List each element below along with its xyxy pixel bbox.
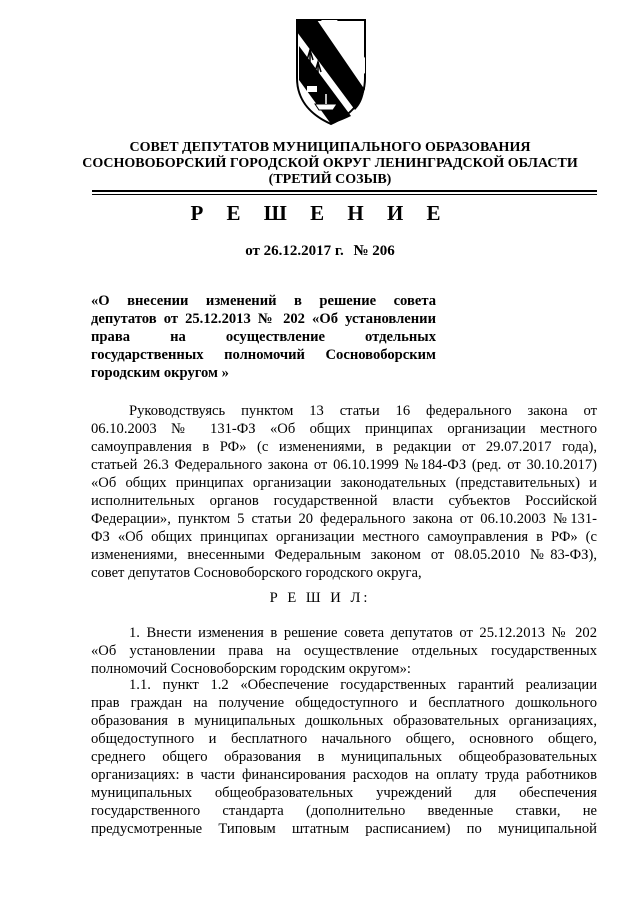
item-1-line: «Об установлении права на осуществление отдельных государственных — [91, 643, 597, 659]
item-1-1-line: общедоступного и бесплатного начального общего, основного общего, — [91, 731, 597, 747]
item-1-line: 1. Внести изменения в решение совета депутатов от 25.12.2013 № 202 — [129, 625, 597, 641]
item-1-1-line: организациях: в части финансирования расходов на оплату труда работников — [91, 767, 597, 783]
header-line-1: СОВЕТ ДЕПУТАТОВ МУНИЦИПАЛЬНОГО ОБРАЗОВАНИЯ — [129, 140, 531, 155]
preamble-line: «Об общих принципах организации законодательных (представительных) и — [91, 475, 597, 491]
preamble-line: совет депутатов Сосновоборского городского округа, — [91, 565, 422, 581]
preamble-line: Руководствуясь пунктом 13 статьи 16 федерального закона от — [129, 403, 597, 419]
decision-subject — [91, 292, 436, 382]
item-1-paragraph — [91, 624, 597, 678]
document-date-number — [0, 243, 640, 260]
preamble-line: ФЗ «Об общих принципах организации местного самоуправления в РФ» (с — [91, 529, 597, 545]
item-1-line: полномочий Сосновоборским городским округом»: — [91, 661, 411, 677]
header-line-2: СОСНОВОБОРСКИЙ ГОРОДСКОЙ ОКРУГ ЛЕНИНГРАДСКОЙ ОБЛАСТИ — [82, 156, 578, 171]
header-line-3: (ТРЕТИЙ СОЗЫВ) — [268, 172, 392, 187]
subject-line: городским округом » — [91, 365, 229, 381]
item-1-1-line: 1.1. пункт 1.2 «Обеспечение государственных гарантий реализации — [129, 677, 597, 693]
preamble-line: исполнительных органов государственной власти субъектов Российской — [91, 493, 597, 509]
item-1-1-line: государственного стандарта (дополнительно введенные ставки, не — [91, 803, 597, 819]
preamble-line: самоуправления в РФ» (с изменениями, в редакции от 29.07.2017 года), — [91, 439, 597, 455]
document-date: от 26.12.2017 г. — [245, 243, 344, 259]
item-1-1-line: образования в муниципальных дошкольных образовательных организациях, — [91, 713, 597, 729]
subject-line: государственных полномочий Сосновоборским — [91, 347, 436, 363]
resolved-label: Р Е Ш И Л: — [269, 590, 371, 606]
item-1-1-line: муниципальных общеобразовательных учреждений для обеспечения — [91, 785, 597, 801]
item-1-1-line: среднего общего образования в муниципальных общеобразовательных — [91, 749, 597, 765]
coat-of-arms-emblem — [291, 16, 371, 126]
document-number: № 206 — [353, 243, 395, 259]
header-divider-thick — [92, 190, 597, 192]
preamble-paragraph — [91, 402, 597, 582]
preamble-line: 06.10.2003 № 131-ФЗ «Об общих принципах организации местного — [91, 421, 597, 437]
item-1-1-line: прав граждан на получение общедоступного и бесплатного дошкольного — [91, 695, 597, 711]
item-1-1-paragraph — [91, 676, 597, 838]
preamble-line: изменениями, внесенными Федеральным законом от 08.05.2010 №83-ФЗ), — [91, 547, 597, 563]
subject-line: права на осуществление отдельных — [91, 329, 436, 345]
subject-line: «О внесении изменений в решение совета — [91, 293, 436, 309]
subject-line: депутатов от 25.12.2013 № 202 «Об установлении — [91, 311, 436, 327]
header-divider-thin — [92, 194, 597, 195]
preamble-line: статьей 26.3 Федерального закона от 06.10.1999 №184-ФЗ (ред. от 30.10.2017) — [91, 457, 597, 473]
item-1-1-line: предусмотренные Типовым штатным расписанием) по муниципальной — [91, 821, 597, 837]
document-kind-title: Р Е Ш Е Н И Е — [190, 201, 450, 225]
council-header — [60, 140, 600, 188]
preamble-line: Федерации», пунктом 5 статьи 20 федерального закона от 06.10.2003 №131- — [91, 511, 597, 527]
